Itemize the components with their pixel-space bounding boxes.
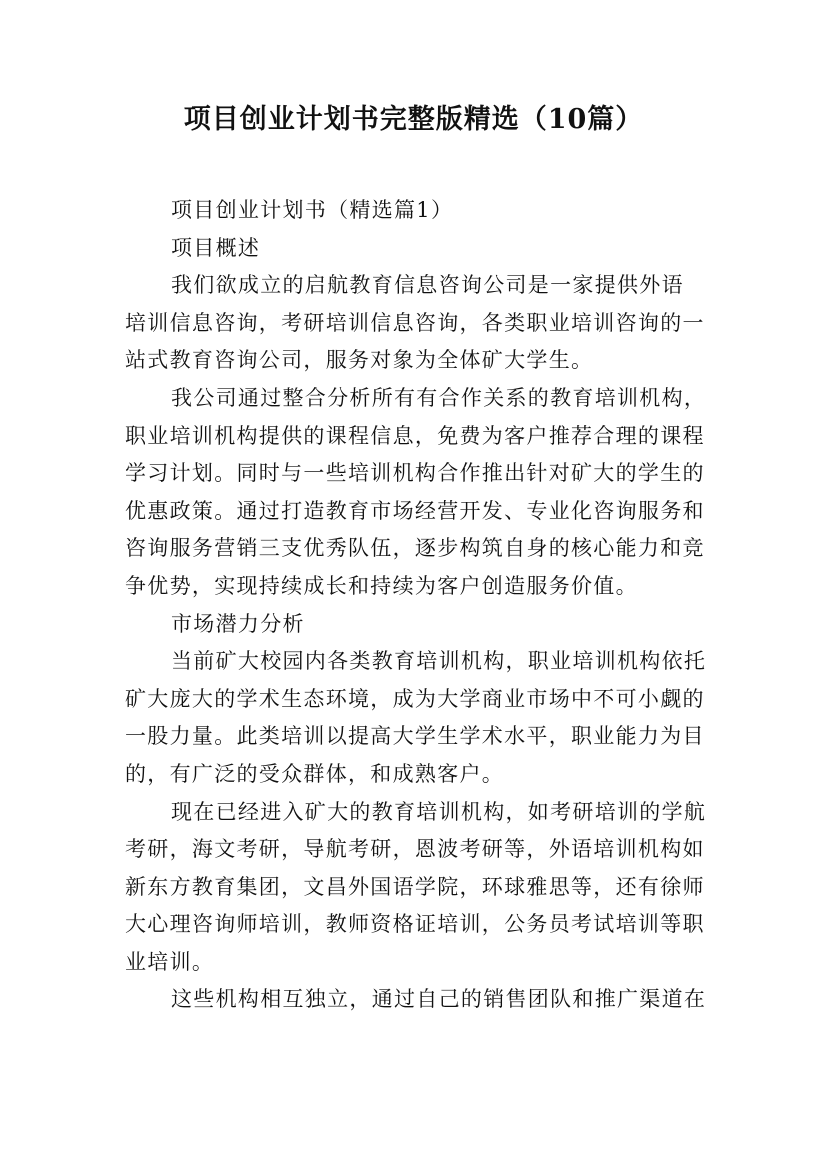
text-line: 现在已经进入矿大的教育培训机构，如考研培训的学航 <box>171 799 707 824</box>
text-line: 市场潜力分析 <box>171 611 305 636</box>
text-line: 培训信息咨询，考研培训信息咨询，各类职业培训咨询的一 <box>125 310 705 335</box>
text-line: 当前矿大校园内各类教育培训机构，职业培训机构依托 <box>171 649 707 674</box>
text-line: 优惠政策。通过打造教育市场经营开发、专业化咨询服务和 <box>125 498 705 523</box>
text-line: 职业培训机构提供的课程信息，免费为客户推荐合理的课程 <box>125 423 705 448</box>
text-line: 大心理咨询师培训，教师资格证培训，公务员考试培训等职 <box>125 912 705 937</box>
text-line: 项目概述 <box>171 235 261 260</box>
text-line: 我公司通过整合分析所有有合作关系的教育培训机构， <box>171 385 707 410</box>
text-line: 的，有广泛的受众群体，和成熟客户。 <box>125 761 505 786</box>
document-body <box>125 192 705 1019</box>
text-line: 矿大庞大的学术生态环境，成为大学商业市场中不可小觑的 <box>125 686 705 711</box>
document-title: 项目创业计划书完整版精选（10篇） <box>183 104 644 135</box>
text-line: 考研，海文考研，导航考研，恩波考研等，外语培训机构如 <box>125 837 705 862</box>
text-line: 新东方教育集团，文昌外国语学院，环球雅思等，还有徐师 <box>125 874 705 899</box>
text-line: 争优势，实现持续成长和持续为客户创造服务价值。 <box>125 573 638 598</box>
text-line: 站式教育咨询公司，服务对象为全体矿大学生。 <box>125 348 594 373</box>
text-line: 学习计划。同时与一些培训机构合作推出针对矿大的学生的 <box>125 461 705 486</box>
text-line: 业培训。 <box>125 949 215 974</box>
text-line: 这些机构相互独立，通过自己的销售团队和推广渠道在 <box>171 987 707 1012</box>
text-line: 咨询服务营销三支优秀队伍，逐步构筑自身的核心能力和竞 <box>125 536 705 561</box>
text-line: 我们欲成立的启航教育信息咨询公司是一家提供外语 <box>171 273 684 298</box>
text-line: 项目创业计划书（精选篇1） <box>171 198 454 222</box>
text-line: 一股力量。此类培训以提高大学生学术水平，职业能力为目 <box>125 724 705 749</box>
